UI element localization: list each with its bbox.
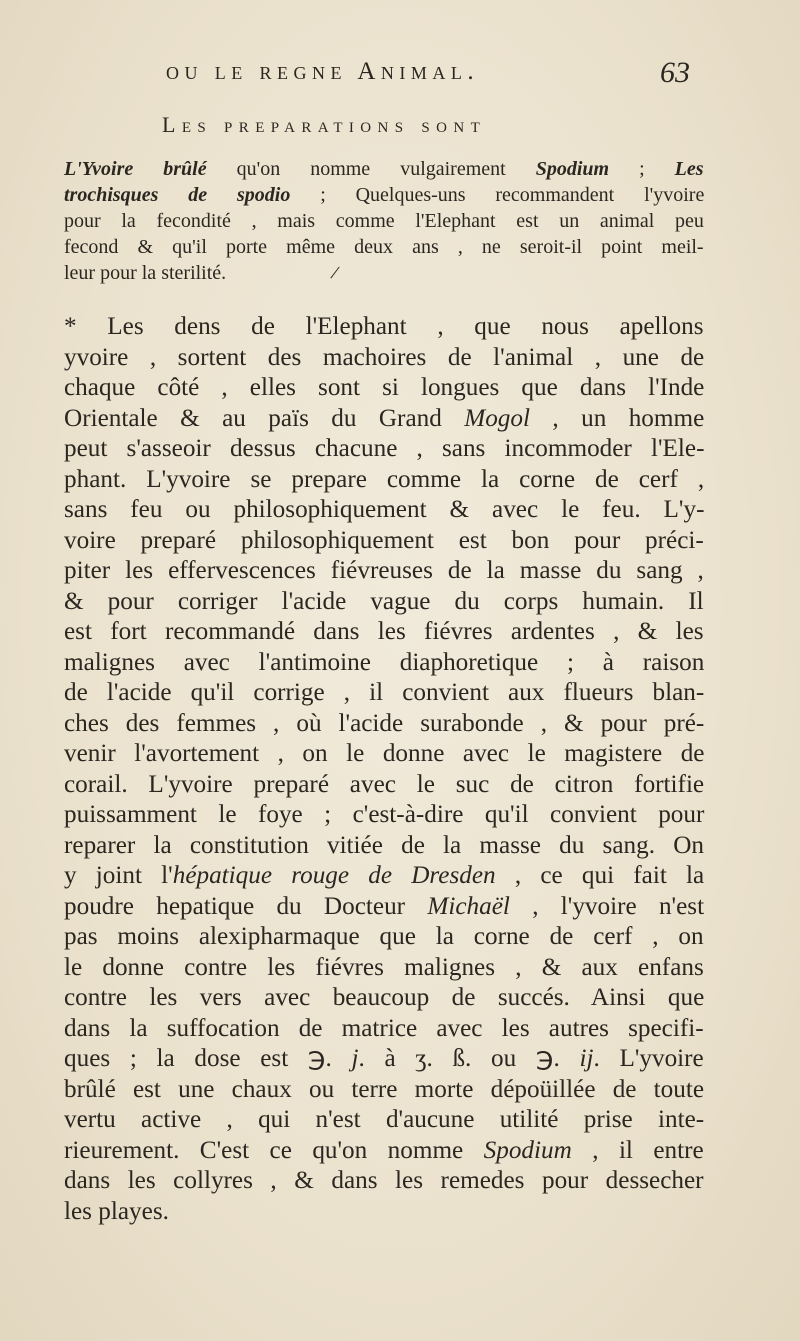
text-run: ; Quelques-uns recommandent l'yvoire — [290, 184, 705, 206]
body-line — [64, 617, 704, 648]
body-line — [64, 434, 704, 465]
page-number: 63 — [660, 56, 690, 89]
body-line — [64, 709, 704, 740]
text-run: dans les collyres , & dans les remedes pour dessecher — [64, 1167, 704, 1194]
text-run: voire preparé philosophiquement est bon pour préci- — [64, 526, 704, 554]
text-run: , il entre — [571, 1136, 704, 1164]
text-run: Spodium — [535, 158, 610, 180]
intro-line — [64, 208, 704, 234]
stray-ink-mark: / — [328, 261, 341, 285]
intro-line — [64, 260, 704, 286]
text-run: pour la fecondité , mais comme l'Elephant est un animal peu — [64, 210, 704, 232]
text-run: , ce qui fait la — [495, 862, 705, 889]
text-run: venir l'avortement , on le donne avec le magistere de — [64, 740, 705, 767]
body-line — [64, 800, 704, 831]
intro-line — [64, 156, 704, 182]
body-line — [64, 1136, 704, 1167]
text-run: Les — [674, 158, 704, 180]
text-run: j — [351, 1045, 359, 1072]
text-run: y joint l' — [64, 862, 173, 889]
text-run: corail. L'yvoire preparé avec le suc de citron fortifie — [64, 770, 705, 798]
body-line — [64, 1014, 704, 1045]
body-paragraph — [64, 312, 704, 1227]
body-line — [64, 770, 704, 801]
body-line — [64, 739, 704, 770]
text-run: Spodium — [483, 1136, 572, 1164]
text-run: phant. L'yvoire se prepare comme la corne de cerf , — [64, 465, 705, 493]
body-line — [64, 556, 704, 587]
text-run: Mogol — [464, 404, 530, 432]
text-run: Orientale & au païs du Grand — [64, 404, 465, 432]
text-run: qu'on nomme vulgairement — [206, 158, 536, 180]
body-line — [64, 831, 704, 862]
text-run: Michaël — [427, 892, 510, 920]
body-line — [64, 465, 704, 496]
running-title: ou le regne Animal. — [166, 58, 480, 85]
text-run: , un homme — [530, 404, 705, 432]
intro-paragraph — [64, 156, 704, 286]
text-run: ques ; la dose est ℈. — [64, 1045, 352, 1072]
text-run: chaque côté , elles sont si longues que dans l'Inde — [64, 374, 705, 401]
text-run: . L'yvoire — [593, 1045, 704, 1072]
text-run: puissamment le foye ; c'est-à-dire qu'il convient pour — [64, 801, 705, 828]
text-run: ; — [609, 158, 675, 180]
text-run: ij — [579, 1045, 594, 1072]
text-run: reparer la constitution vitiée de la masse du sang. On — [64, 831, 704, 859]
body-line — [64, 312, 704, 343]
body-line — [64, 861, 704, 892]
body-line — [64, 1105, 704, 1136]
text-run: leur pour la sterilité. — [64, 262, 227, 284]
text-run: brûlé est une chaux ou terre morte dépoüillée de toute — [64, 1075, 705, 1103]
body-line — [64, 678, 704, 709]
section-heading: Les preparations sont — [162, 112, 487, 137]
text-run: piter les effervescences fiévreuses de la masse du sang , — [64, 557, 704, 584]
text-run: est fort recommandé dans les fiévres ardentes , & les — [64, 618, 704, 645]
text-run: de l'acide qu'il corrige , il convient aux flueurs blan- — [64, 679, 705, 706]
text-run: * Les dens de l'Elephant , que nous apellons — [64, 313, 704, 340]
body-line — [64, 953, 704, 984]
text-run: peut s'asseoir dessus chacune , sans incommoder l'Ele- — [64, 435, 705, 462]
body-line — [64, 1075, 704, 1106]
text-run: trochisques de spodio — [64, 184, 291, 206]
body-line — [64, 404, 704, 435]
body-line — [64, 983, 704, 1014]
intro-line — [64, 234, 704, 260]
text-run: L'Yvoire brûlé — [64, 158, 207, 180]
text-run: , l'yvoire n'est — [509, 892, 705, 920]
body-line — [64, 526, 704, 557]
text-run: & pour corriger l'acide vague du corps humain. Il — [64, 587, 704, 615]
body-line — [64, 892, 704, 923]
text-run: malignes avec l'antimoine diaphoretique ; à raison — [64, 648, 705, 676]
text-run: les playes. — [64, 1197, 169, 1225]
text-run: sans feu ou philosophiquement & avec le feu. L'y- — [64, 496, 705, 523]
intro-line — [64, 182, 704, 208]
text-run: vertu active , qui n'est d'aucune utilité prise inte- — [64, 1106, 705, 1133]
body-line — [64, 587, 704, 618]
body-line — [64, 648, 704, 679]
text-run: . à ʒ. ß. ou ℈. — [358, 1045, 580, 1072]
text-run: contre les vers avec beaucoup de succés. Ainsi que — [64, 984, 705, 1011]
text-run: le donne contre les fiévres malignes , & aux enfans — [64, 953, 704, 981]
body-line — [64, 922, 704, 953]
text-run: pas moins alexipharmaque que la corne de cerf , on — [64, 923, 704, 950]
body-line — [64, 1197, 704, 1228]
body-line — [64, 1166, 704, 1197]
text-run: rieurement. C'est ce qu'on nomme — [64, 1136, 484, 1164]
running-head — [0, 56, 800, 96]
body-line — [64, 373, 704, 404]
body-line — [64, 343, 704, 374]
text-run: fecond & qu'il porte même deux ans , ne seroit-il point meil- — [64, 236, 704, 258]
text-run: dans la suffocation de matrice avec les autres specifi- — [64, 1014, 704, 1042]
text-run: yvoire , sortent des machoires de l'animal , une de — [64, 343, 705, 371]
body-line — [64, 1044, 704, 1075]
text-run: ches des femmes , où l'acide surabonde , & pour pré- — [64, 709, 705, 737]
body-line — [64, 495, 704, 526]
text-run: hépatique rouge de Dresden — [172, 862, 496, 889]
text-run: poudre hepatique du Docteur — [64, 892, 428, 920]
